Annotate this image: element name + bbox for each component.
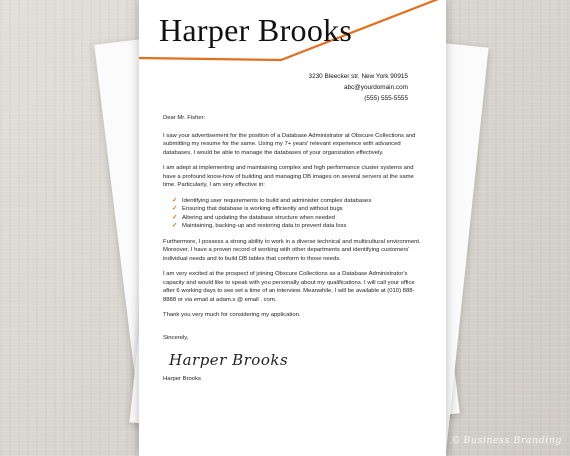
skills-list-item-text: Maintaining, backing-up and restoring data to prevent data loss xyxy=(182,223,347,229)
body-paragraph: Furthermore, I possess a strong ability to work in a diverse technical and multicultural environment. Moreover, I have a proven record of working with other departments and identifying customers' individual needs and to build DB tables that conform to those needs. xyxy=(163,238,421,262)
letter-body xyxy=(163,114,426,391)
body-paragraph: I am adept at implementing and maintaining complex and high performance cluster systems and have a profound know-how of building and managing DB images on several servers at the same time. Particularly, I am very effective in: xyxy=(163,165,414,188)
skills-list-item xyxy=(172,197,426,206)
contact-phone: (555) 555-5555 xyxy=(364,95,408,102)
copyright-symbol: © xyxy=(451,435,462,446)
skills-list-item-text: Ensuring that database is working efficiently and without bugs xyxy=(182,206,343,212)
skills-list xyxy=(163,197,426,231)
letter-page xyxy=(139,0,446,456)
handwritten-signature: Harper Brooks xyxy=(169,351,289,369)
body-paragraph: I am very excited at the prospect of joining Obscure Collections as a Database Administrator's capacity and would like to speak with you personally about my qualifications. I will call your office after 6 working days to see set a time of an interview. Meanwhile, I will be available at (010) 888-8888 or via email at adam.s @ email . com. xyxy=(163,271,415,303)
contact-address: 3230 Bleecker str. New York 90915 xyxy=(308,73,408,80)
skills-list-item-text: Altering and updating the database structure when needed xyxy=(182,214,335,221)
letter-header-name: Harper Brooks xyxy=(159,12,353,48)
contact-block xyxy=(309,71,408,104)
checkmark-icon: ✓ xyxy=(172,196,178,204)
closing: Sincerely, xyxy=(163,334,189,341)
body-paragraph: Thank you very much for considering my application. xyxy=(163,312,301,318)
skills-list-item xyxy=(172,205,426,214)
skills-list-item xyxy=(172,222,426,231)
contact-email: abc@yourdomain.com xyxy=(343,84,408,91)
checkmark-icon: ✓ xyxy=(172,222,178,229)
body-paragraph: I saw your advertisement for the position of a Database Administrator at Obscure Collections and submitting my resume for the same. Using my 7+ years' relevant experience with advanced databases, I would be able to manage the databases of your organization effectively. xyxy=(163,132,416,156)
skills-list-item-text: Identifying user requirements to build and administer complex databases xyxy=(182,197,372,204)
checkmark-icon: ✓ xyxy=(172,205,178,212)
salutation: Dear Mr. Fisher: xyxy=(163,115,206,121)
watermark-text: Business Branding xyxy=(463,435,562,446)
skills-list-item xyxy=(172,214,426,223)
checkmark-icon: ✓ xyxy=(172,213,178,221)
signed-name: Harper Brooks xyxy=(163,376,201,382)
watermark xyxy=(451,435,562,446)
